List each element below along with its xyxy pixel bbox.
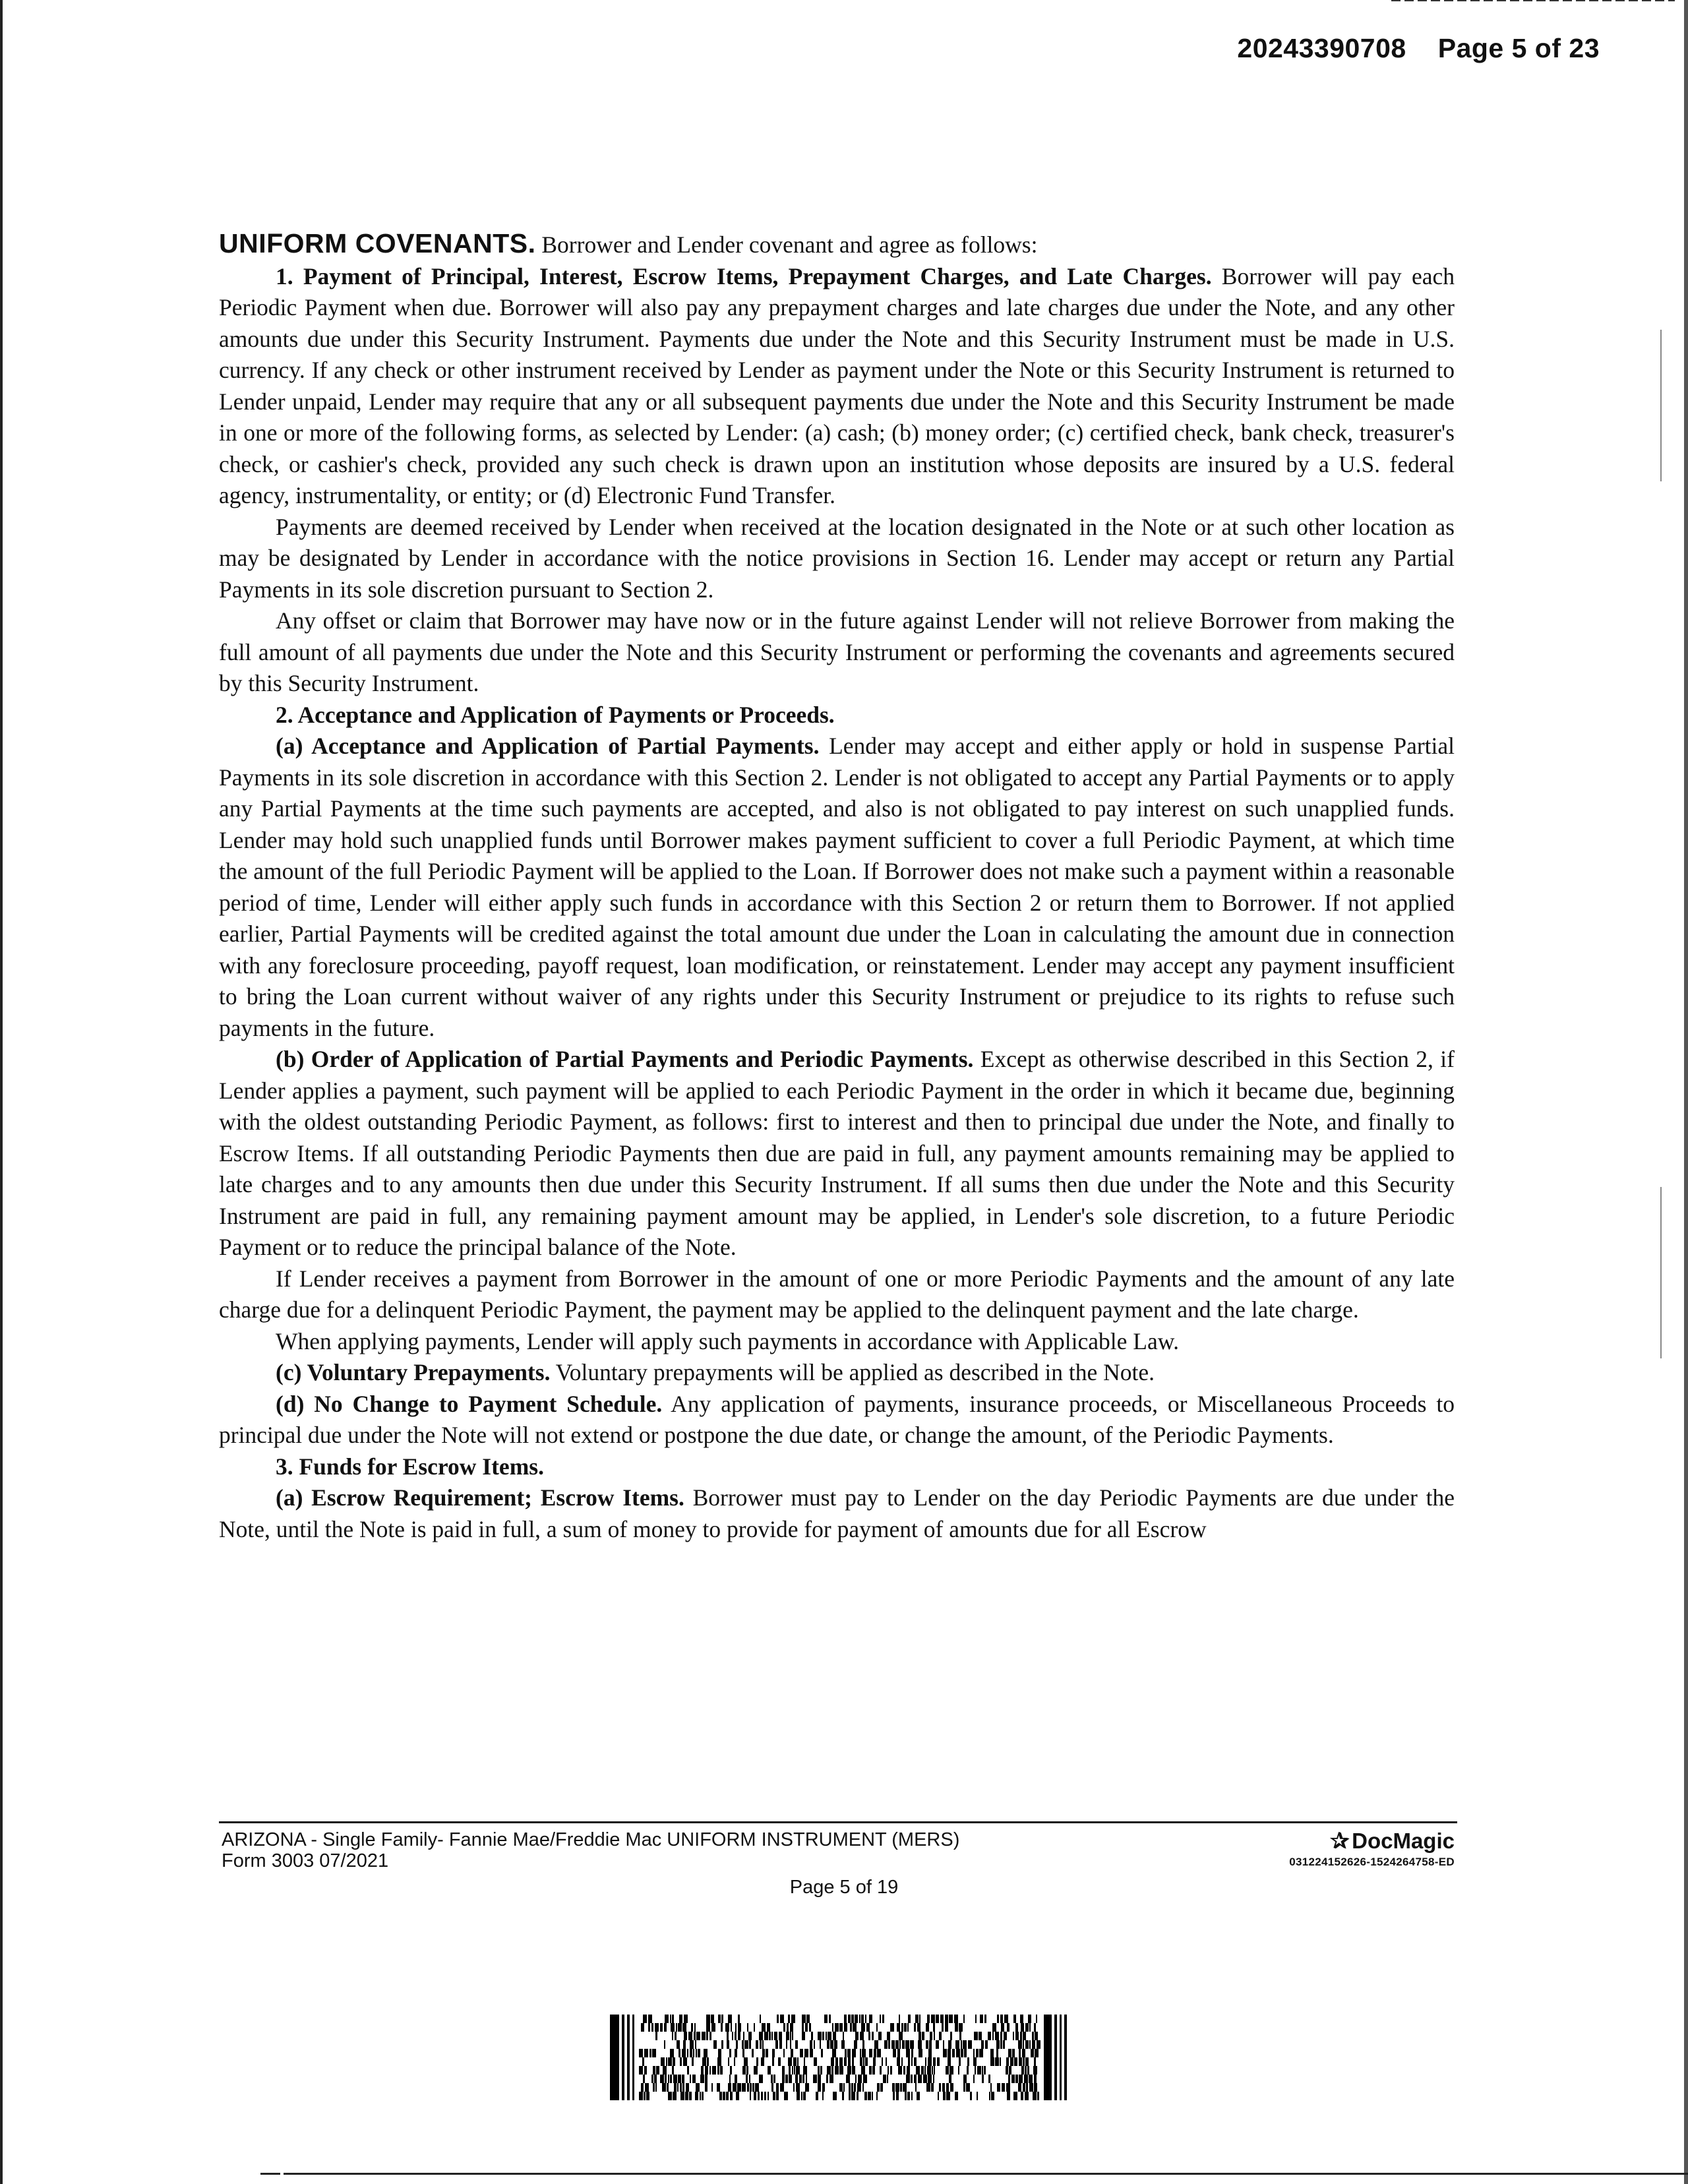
- recording-page-label: Page 5 of 23: [1437, 33, 1600, 63]
- paragraph: [219, 1044, 1455, 1263]
- paragraph: [219, 261, 1455, 512]
- scan-bottom-dash: [260, 2173, 280, 2175]
- paragraph: [219, 1357, 1455, 1389]
- paragraph: Payments are deemed received by Lender when received at the location designated in the Note or at such other location as may be designated by Lender in accordance with the notice provisions in Section 16. Lender may accept or return any Partial Payments in its sole discretion pursuant to Section 2.: [219, 513, 1455, 603]
- recording-number: 20243390708: [1237, 33, 1406, 63]
- star-icon: ✰: [1330, 1829, 1350, 1854]
- paragraph: [219, 1389, 1455, 1451]
- footer-form-title: ARIZONA - Single Family- Fannie Mae/Freddie Mac UNIFORM INSTRUMENT (MERS): [222, 1829, 960, 1850]
- section-heading-text: Borrower and Lender covenant and agree as follows:: [535, 231, 1038, 258]
- footer-brand-block: [1289, 1828, 1455, 1869]
- brand-logo: [1289, 1828, 1455, 1854]
- paragraph: [219, 700, 1455, 731]
- paragraph-text: Any application of payments, insurance proceeds, or Miscellaneous Proceeds to principal due under the Note will not extend or postpone the due date, or change the amount, of the Periodic Payments.: [219, 1390, 1455, 1448]
- section-heading-paragraph: [219, 228, 1455, 261]
- footer-form-number: Form 3003 07/2021: [222, 1850, 389, 1871]
- paragraph-text: Borrower will pay each Periodic Payment when due. Borrower will also pay any prepayment charges and late charges due under the Note, and any other amounts due under this Security Instrument. Payments due under the Note and this Security Instrument must be made in U.S. currency. If any check or other instrument received by Lender as payment under the Note or this Security Instrument is returned to Lender unpaid, Lender may require that any or all subsequent payments due under the Note and this Security Instrument be made in one or more of the following forms, as selected by Lender: (a) cash; (b) money order; (c) certified check, bank check, treasurer's check, or cashier's check, provided any such check is drawn upon an institution whose deposits are insured by a U.S. federal agency, instrumentality, or entity; or (d) Electronic Fund Transfer.: [219, 262, 1455, 508]
- paragraph: When applying payments, Lender will apply such payments in accordance with Applicable Law.: [276, 1327, 1179, 1354]
- paragraph: [219, 731, 1455, 1044]
- brand-name: DocMagic: [1352, 1829, 1455, 1853]
- footer-form-info: [222, 1829, 959, 1871]
- scan-edge-right: [1684, 0, 1688, 2184]
- paragraph-text: Borrower must pay to Lender on the day Periodic Payments are due under the Note, until the Note is paid in full, a sum of money to provide for payment of amounts due for all Escrow: [219, 1484, 1455, 1542]
- paragraph-lead: 2. Acceptance and Application of Payments or Proceeds.: [276, 701, 835, 728]
- scan-margin-mark: [1660, 330, 1662, 481]
- scan-edge-left: [0, 0, 3, 2184]
- paragraph-lead: (a) Escrow Requirement; Escrow Items.: [276, 1484, 684, 1511]
- footer-divider: [219, 1821, 1457, 1823]
- footer-page-label: Page 5 of 19: [789, 1877, 899, 1898]
- scan-margin-mark: [1660, 1187, 1662, 1358]
- paragraph-lead: (d) No Change to Payment Schedule.: [276, 1390, 663, 1417]
- paragraph-text: Voluntary prepayments will be applied as described in the Note.: [550, 1359, 1155, 1385]
- paragraph: [219, 1482, 1455, 1545]
- section-heading: UNIFORM COVENANTS.: [219, 228, 536, 258]
- scan-bottom-edge: [284, 2173, 1688, 2175]
- barcode-icon: [610, 2015, 1068, 2100]
- recording-header: [1237, 33, 1600, 64]
- document-id: 031224152626-1524264758-ED: [1289, 1856, 1455, 1868]
- paragraph: If Lender receives a payment from Borrower in the amount of one or more Periodic Payments and the amount of any late charge due for a delinquent Periodic Payment, the payment may be applied to the delinquent payment and the late charge.: [219, 1265, 1455, 1323]
- scan-top-dash: [1391, 0, 1675, 1]
- document-body: [219, 228, 1455, 1545]
- paragraph-lead: 3. Funds for Escrow Items.: [276, 1453, 544, 1480]
- paragraph-text: Except as otherwise described in this Section 2, if Lender applies a payment, such payment will be applied to each Periodic Payment in the order in which it became due, beginning with the oldest outstanding Periodic Payment, as follows: first to interest and then to principal due under the Note, and finally to Escrow Items. If all outstanding Periodic Payments then due are paid in full, any payment amounts remaining may be applied to late charges and to any amounts then due under this Security Instrument. If all sums then due under the Note and this Security Instrument are paid in full, any remaining payment amount may be applied, in Lender's sole discretion, to a future Periodic Payment or to reduce the principal balance of the Note.: [219, 1046, 1455, 1260]
- paragraph-text: Lender may accept and either apply or hold in suspense Partial Payments in its sole discretion in accordance with this Section 2. Lender is not obligated to accept any Partial Payments or to apply any Partial Payments at the time such payments are accepted, and also is not obligated to pay interest on such unapplied funds. Lender may hold such unapplied funds until Borrower makes payment sufficient to cover a full Periodic Payment, at which time the amount of the full Periodic Payment will be applied to the Loan. If Borrower does not make such a payment within a reasonable period of time, Lender will either apply such funds in accordance with this Section 2 or return them to Borrower. If not applied earlier, Partial Payments will be credited against the total amount due under the Loan in calculating the amount due in connection with any foreclosure proceeding, payoff request, loan modification, or reinstatement. Lender may accept any payment insufficient to bring the Loan current without waiver of any rights under this Security Instrument or prejudice to its rights to refuse such payments in the future.: [219, 733, 1455, 1041]
- paragraph: [219, 1451, 1455, 1483]
- paragraph-lead: 1. Payment of Principal, Interest, Escrow Items, Prepayment Charges, and Late Charges.: [276, 262, 1212, 289]
- paragraph-lead: (b) Order of Application of Partial Payments and Periodic Payments.: [276, 1046, 974, 1072]
- paragraph: Any offset or claim that Borrower may have now or in the future against Lender will not relieve Borrower from making the full amount of all payments due under the Note and this Security Instrument or performing the covenants and agreements secured by this Security Instrument.: [219, 607, 1455, 696]
- paragraph-lead: (c) Voluntary Prepayments.: [276, 1359, 551, 1385]
- paragraph-lead: (a) Acceptance and Application of Partial Payments.: [276, 733, 820, 759]
